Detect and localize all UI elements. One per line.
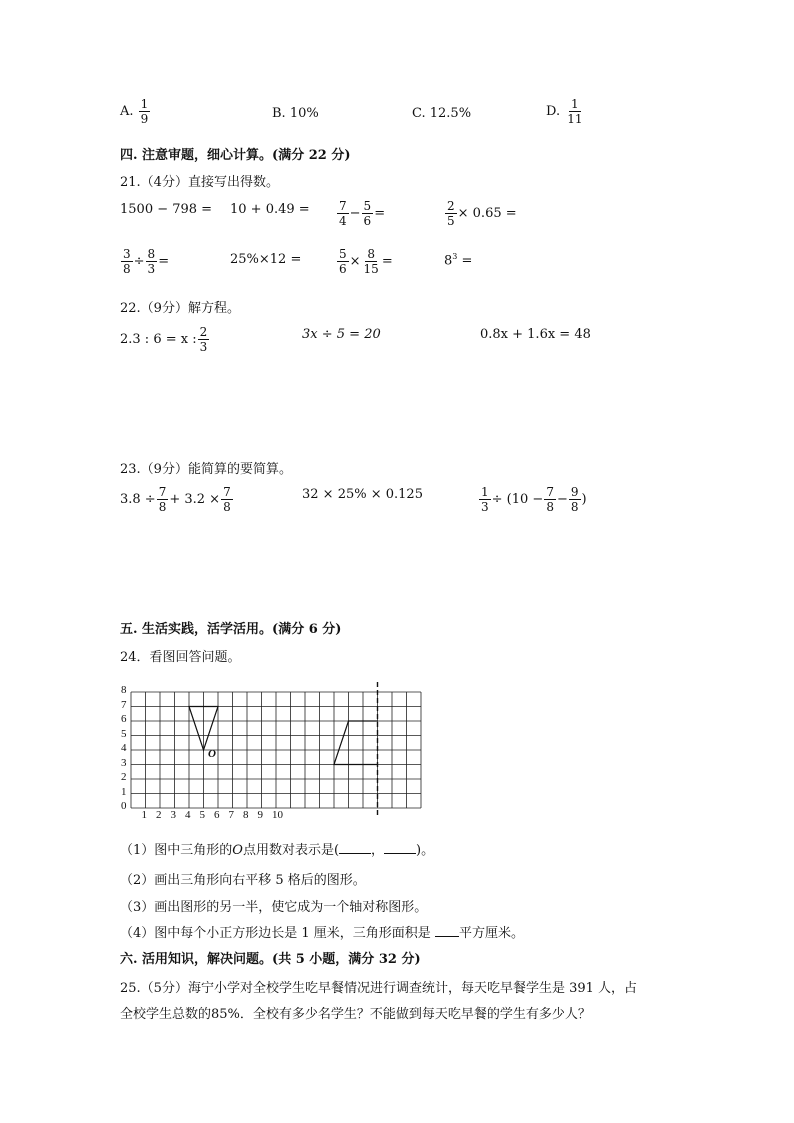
option-a-fraction: $\frac{1}{9}$ xyxy=(140,97,149,126)
x-axis-label: 1 xyxy=(141,809,147,821)
q21-expr-5: $\frac{3}{8}$ ÷ $\frac{8}{3}$ = xyxy=(123,247,170,276)
y-axis-label: 8 xyxy=(121,684,127,696)
q24-title: 24．看图回答问题。 xyxy=(120,650,241,665)
q21-expr-3: $\frac{7}{4}$ − $\frac{5}{6}$ = xyxy=(339,199,386,228)
option-a-label: A. xyxy=(120,104,134,119)
q24-sub1: （1）图中三角形的O点用数对表示是( ， )。 xyxy=(120,843,435,858)
y-axis-label: 5 xyxy=(121,727,127,740)
q23-expr-3: $\frac{1}{3}$ ÷ (10 − $\frac{7}{8}$ − $\frac{9}{8}$ ) xyxy=(481,485,587,514)
section6-heading: 六. 活用知识，解决问题。(共 5 小题，满分 32 分) xyxy=(120,952,421,967)
point-o-label: O xyxy=(208,748,216,760)
q21-expr-7: $\frac{5}{6}$ × $\frac{8}{15}$ = xyxy=(339,247,393,276)
q24-sub3: （3）画出图形的另一半，使它成为一个轴对称图形。 xyxy=(120,900,428,915)
section5-heading: 五. 生活实践，活学活用。(满分 6 分) xyxy=(120,622,342,637)
y-axis-label: 2 xyxy=(121,771,127,783)
q23-title: 23.（9分）能简算的要简算。 xyxy=(120,462,292,477)
answer-blank-3[interactable] xyxy=(435,936,459,937)
q21-expr-6: 25%×12 = xyxy=(230,252,302,267)
option-d xyxy=(546,98,586,125)
x-axis-label: 8 xyxy=(243,809,249,821)
x-axis-label: 7 xyxy=(228,809,234,821)
section4-heading: 四. 注意审题，细心计算。(满分 22 分) xyxy=(120,148,351,163)
x-axis-label: 6 xyxy=(214,809,220,821)
x-axis-label: 4 xyxy=(185,809,191,821)
q25-line1: 25.（5分）海宁小学对全校学生吃早餐情况进行调查统计，每天吃早餐学生是 391 人，占 xyxy=(120,981,638,996)
option-d-label: D. xyxy=(546,104,561,119)
option-d-fraction: $\frac{1}{11}$ xyxy=(567,97,583,126)
y-axis-label: 0 xyxy=(121,800,127,812)
q21-expr-4: $\frac{2}{5}$ × 0.65 = xyxy=(447,199,517,228)
y-axis-label: 6 xyxy=(121,713,127,725)
q23-expr-2: 32 × 25% × 0.125 xyxy=(302,487,423,502)
coordinate-grid xyxy=(118,682,438,822)
y-axis-label: 7 xyxy=(121,698,127,711)
q21-expr-1: 1500 − 798 = xyxy=(120,202,213,217)
x-axis-label: 2 xyxy=(156,809,162,821)
option-c: C. 12.5% xyxy=(412,106,472,121)
q24-sub2: （2）画出三角形向右平移 5 格后的图形。 xyxy=(120,873,366,888)
option-a xyxy=(120,98,151,125)
q22-title: 22.（9分）解方程。 xyxy=(120,301,240,316)
q23-expr-1: 3.8 ÷ $\frac{7}{8}$ + 3.2 × $\frac{7}{8}$ xyxy=(120,485,231,514)
x-axis-label: 3 xyxy=(170,809,176,821)
q22-eq-2: 3x ÷ 5 = 20 xyxy=(302,327,381,342)
q22-eq-3: 0.8x + 1.6x = 48 xyxy=(480,327,591,342)
coordinate-grid-figure xyxy=(118,682,438,822)
x-axis-label: 5 xyxy=(199,809,205,821)
q24-sub4: （4）图中每个小正方形边长是 1 厘米，三角形面积是 平方厘米。 xyxy=(120,926,524,941)
x-axis-label: 10 xyxy=(272,809,283,821)
x-axis-label: 9 xyxy=(257,809,263,821)
q22-eq-1: 2.3 : 6 = x : $\frac{2}{3}$ xyxy=(120,325,208,354)
y-axis-label: 3 xyxy=(121,756,127,769)
half-trapezoid-shape xyxy=(334,721,378,765)
option-b: B. 10% xyxy=(272,106,319,121)
q21-title: 21.（4分）直接写出得数。 xyxy=(120,175,279,190)
q25-line2: 全校学生总数的85%．全校有多少名学生？不能做到每天吃早餐的学生有多少人？ xyxy=(120,1007,591,1022)
answer-blank-1[interactable] xyxy=(339,853,371,854)
q21-expr-2: 10 + 0.49 = xyxy=(230,202,310,217)
answer-blank-2[interactable] xyxy=(384,853,416,854)
y-axis-label: 4 xyxy=(121,742,127,754)
q21-expr-8: $8^3$ = xyxy=(444,252,473,269)
y-axis-label: 1 xyxy=(121,785,127,798)
